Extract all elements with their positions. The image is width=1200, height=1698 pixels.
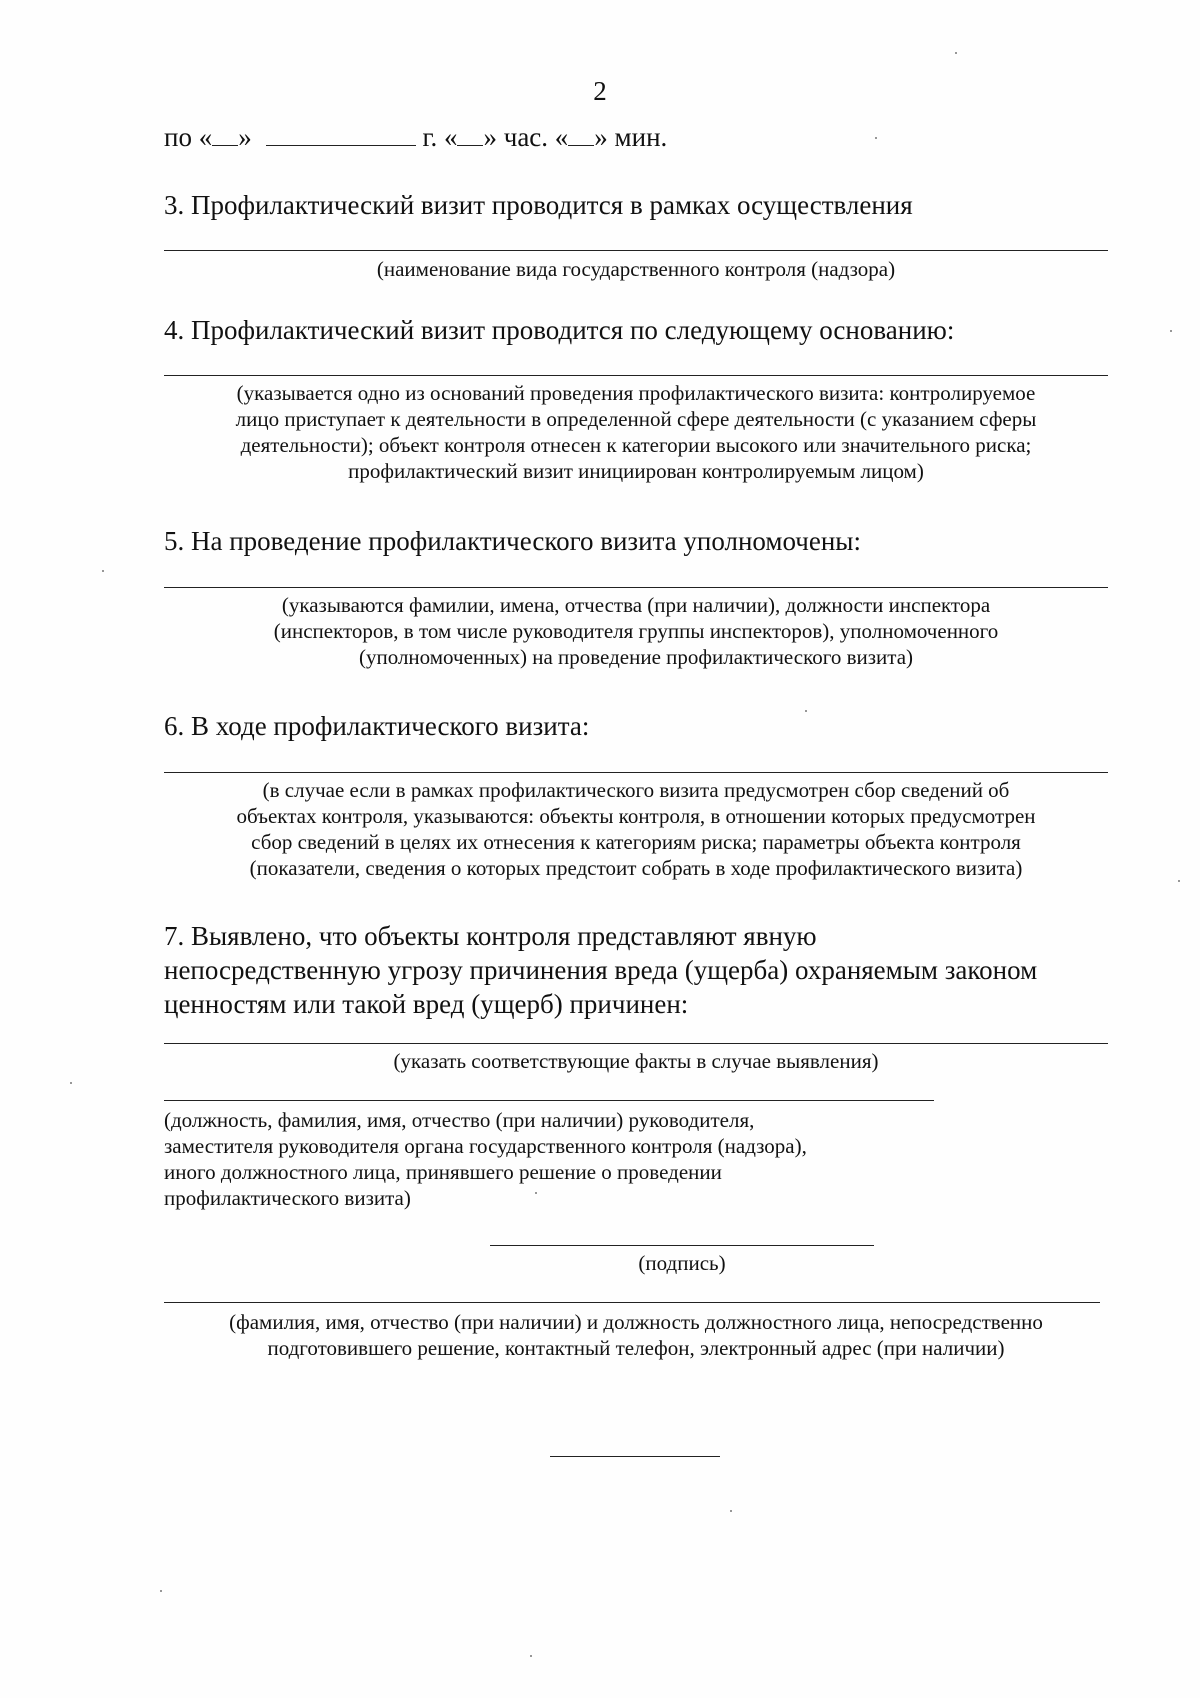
date-minutes-label: » мин. — [594, 122, 668, 152]
item5-fill-line[interactable] — [164, 587, 1108, 588]
note-line: деятельности); объект контроля отнесен к категории высокого или значительного риска; — [240, 433, 1032, 457]
date-hours-label: » час. « — [483, 122, 569, 152]
scan-speck — [730, 1510, 732, 1512]
note-line: (показатели, сведения о которых предстоит собрать в ходе профилактического визита) — [249, 856, 1023, 880]
scan-speck — [102, 570, 104, 572]
item4-fill-line[interactable] — [164, 375, 1108, 376]
note-line: заместителя руководителя органа государственного контроля (надзора), — [164, 1134, 807, 1158]
signature-line[interactable] — [490, 1245, 874, 1246]
official-note — [164, 1107, 807, 1211]
item6-fill-line[interactable] — [164, 772, 1108, 773]
hours-field[interactable] — [457, 123, 483, 146]
scan-speck — [530, 1655, 532, 1657]
item5-heading: 5. На проведение профилактического визита уполномочены: — [164, 526, 861, 556]
note-line: (должность, фамилия, имя, отчество (при наличии) руководителя, — [164, 1108, 755, 1132]
note-line: сбор сведений в целях их отнесения к категориям риска; параметры объекта контроля — [251, 830, 1021, 854]
note-line: лицо приступает к деятельности в определенной сфере деятельности (с указанием сферы — [235, 407, 1037, 431]
note-line: (фамилия, имя, отчество (при наличии) и должность должностного лица, непосредственно — [229, 1310, 1043, 1334]
scan-speck — [160, 1590, 162, 1592]
note-line: подготовившего решение, контактный телефон, электронный адрес (при наличии) — [267, 1336, 1005, 1360]
item3-heading: 3. Профилактический визит проводится в рамках осуществления — [164, 190, 913, 220]
scan-speck — [875, 137, 877, 139]
scan-speck — [70, 1082, 72, 1084]
preparer-fill-line[interactable] — [164, 1302, 1100, 1303]
note-line: (уполномоченных) на проведение профилактического визита) — [358, 645, 914, 669]
note-line: иного должностного лица, принявшего решение о проведении — [164, 1160, 722, 1184]
heading-line: ценностям или такой вред (ущерб) причинен: — [164, 989, 689, 1019]
date-po-label: по « — [164, 122, 213, 152]
item5-note — [164, 592, 1108, 670]
heading-line: 7. Выявлено, что объекты контроля представляют явную — [164, 921, 817, 951]
page-number: 2 — [593, 76, 607, 106]
month-year-field[interactable] — [266, 123, 416, 146]
date-year-label: г. « — [422, 122, 458, 152]
note-line: (в случае если в рамках профилактического визита предусмотрен сбор сведений об — [262, 778, 1010, 802]
item7-fill-line[interactable] — [164, 1043, 1108, 1044]
item7-note: (указать соответствующие факты в случае выявления) — [393, 1049, 879, 1073]
note-line: (указывается одно из оснований проведения профилактического визита: контролируемое — [236, 381, 1036, 405]
scan-speck — [1178, 880, 1180, 882]
item3-note: (наименование вида государственного контроля (надзора) — [376, 257, 896, 281]
item4-note — [164, 380, 1108, 484]
note-line: (указываются фамилии, имена, отчества (при наличии), должности инспектора — [281, 593, 991, 617]
heading-line: непосредственную угрозу причинения вреда (ущерба) охраняемым законом — [164, 955, 1038, 985]
item7-heading — [164, 919, 1037, 1021]
official-fill-line[interactable] — [164, 1100, 934, 1101]
item4-heading: 4. Профилактический визит проводится по следующему основанию: — [164, 315, 955, 345]
preparer-note — [164, 1309, 1108, 1361]
scan-speck — [805, 710, 807, 712]
day-field[interactable] — [212, 123, 238, 146]
scan-speck — [535, 1192, 537, 1194]
note-line: профилактического визита) — [164, 1186, 411, 1210]
closing-divider — [550, 1456, 720, 1457]
date-quote-close: » — [238, 122, 252, 152]
minutes-field[interactable] — [568, 123, 594, 146]
item3-fill-line[interactable] — [164, 250, 1108, 251]
scan-speck — [955, 52, 957, 54]
date-line — [164, 120, 667, 154]
note-line: (инспекторов, в том числе руководителя группы инспекторов), уполномоченного — [273, 619, 999, 643]
scan-speck — [1170, 330, 1172, 332]
item6-heading: 6. В ходе профилактического визита: — [164, 711, 590, 741]
note-line: объектах контроля, указываются: объекты контроля, в отношении которых предусмотрен — [236, 804, 1036, 828]
note-line: профилактический визит инициирован контролируемым лицом) — [348, 459, 924, 483]
signature-note: (подпись) — [638, 1251, 726, 1275]
item6-note — [164, 777, 1108, 881]
